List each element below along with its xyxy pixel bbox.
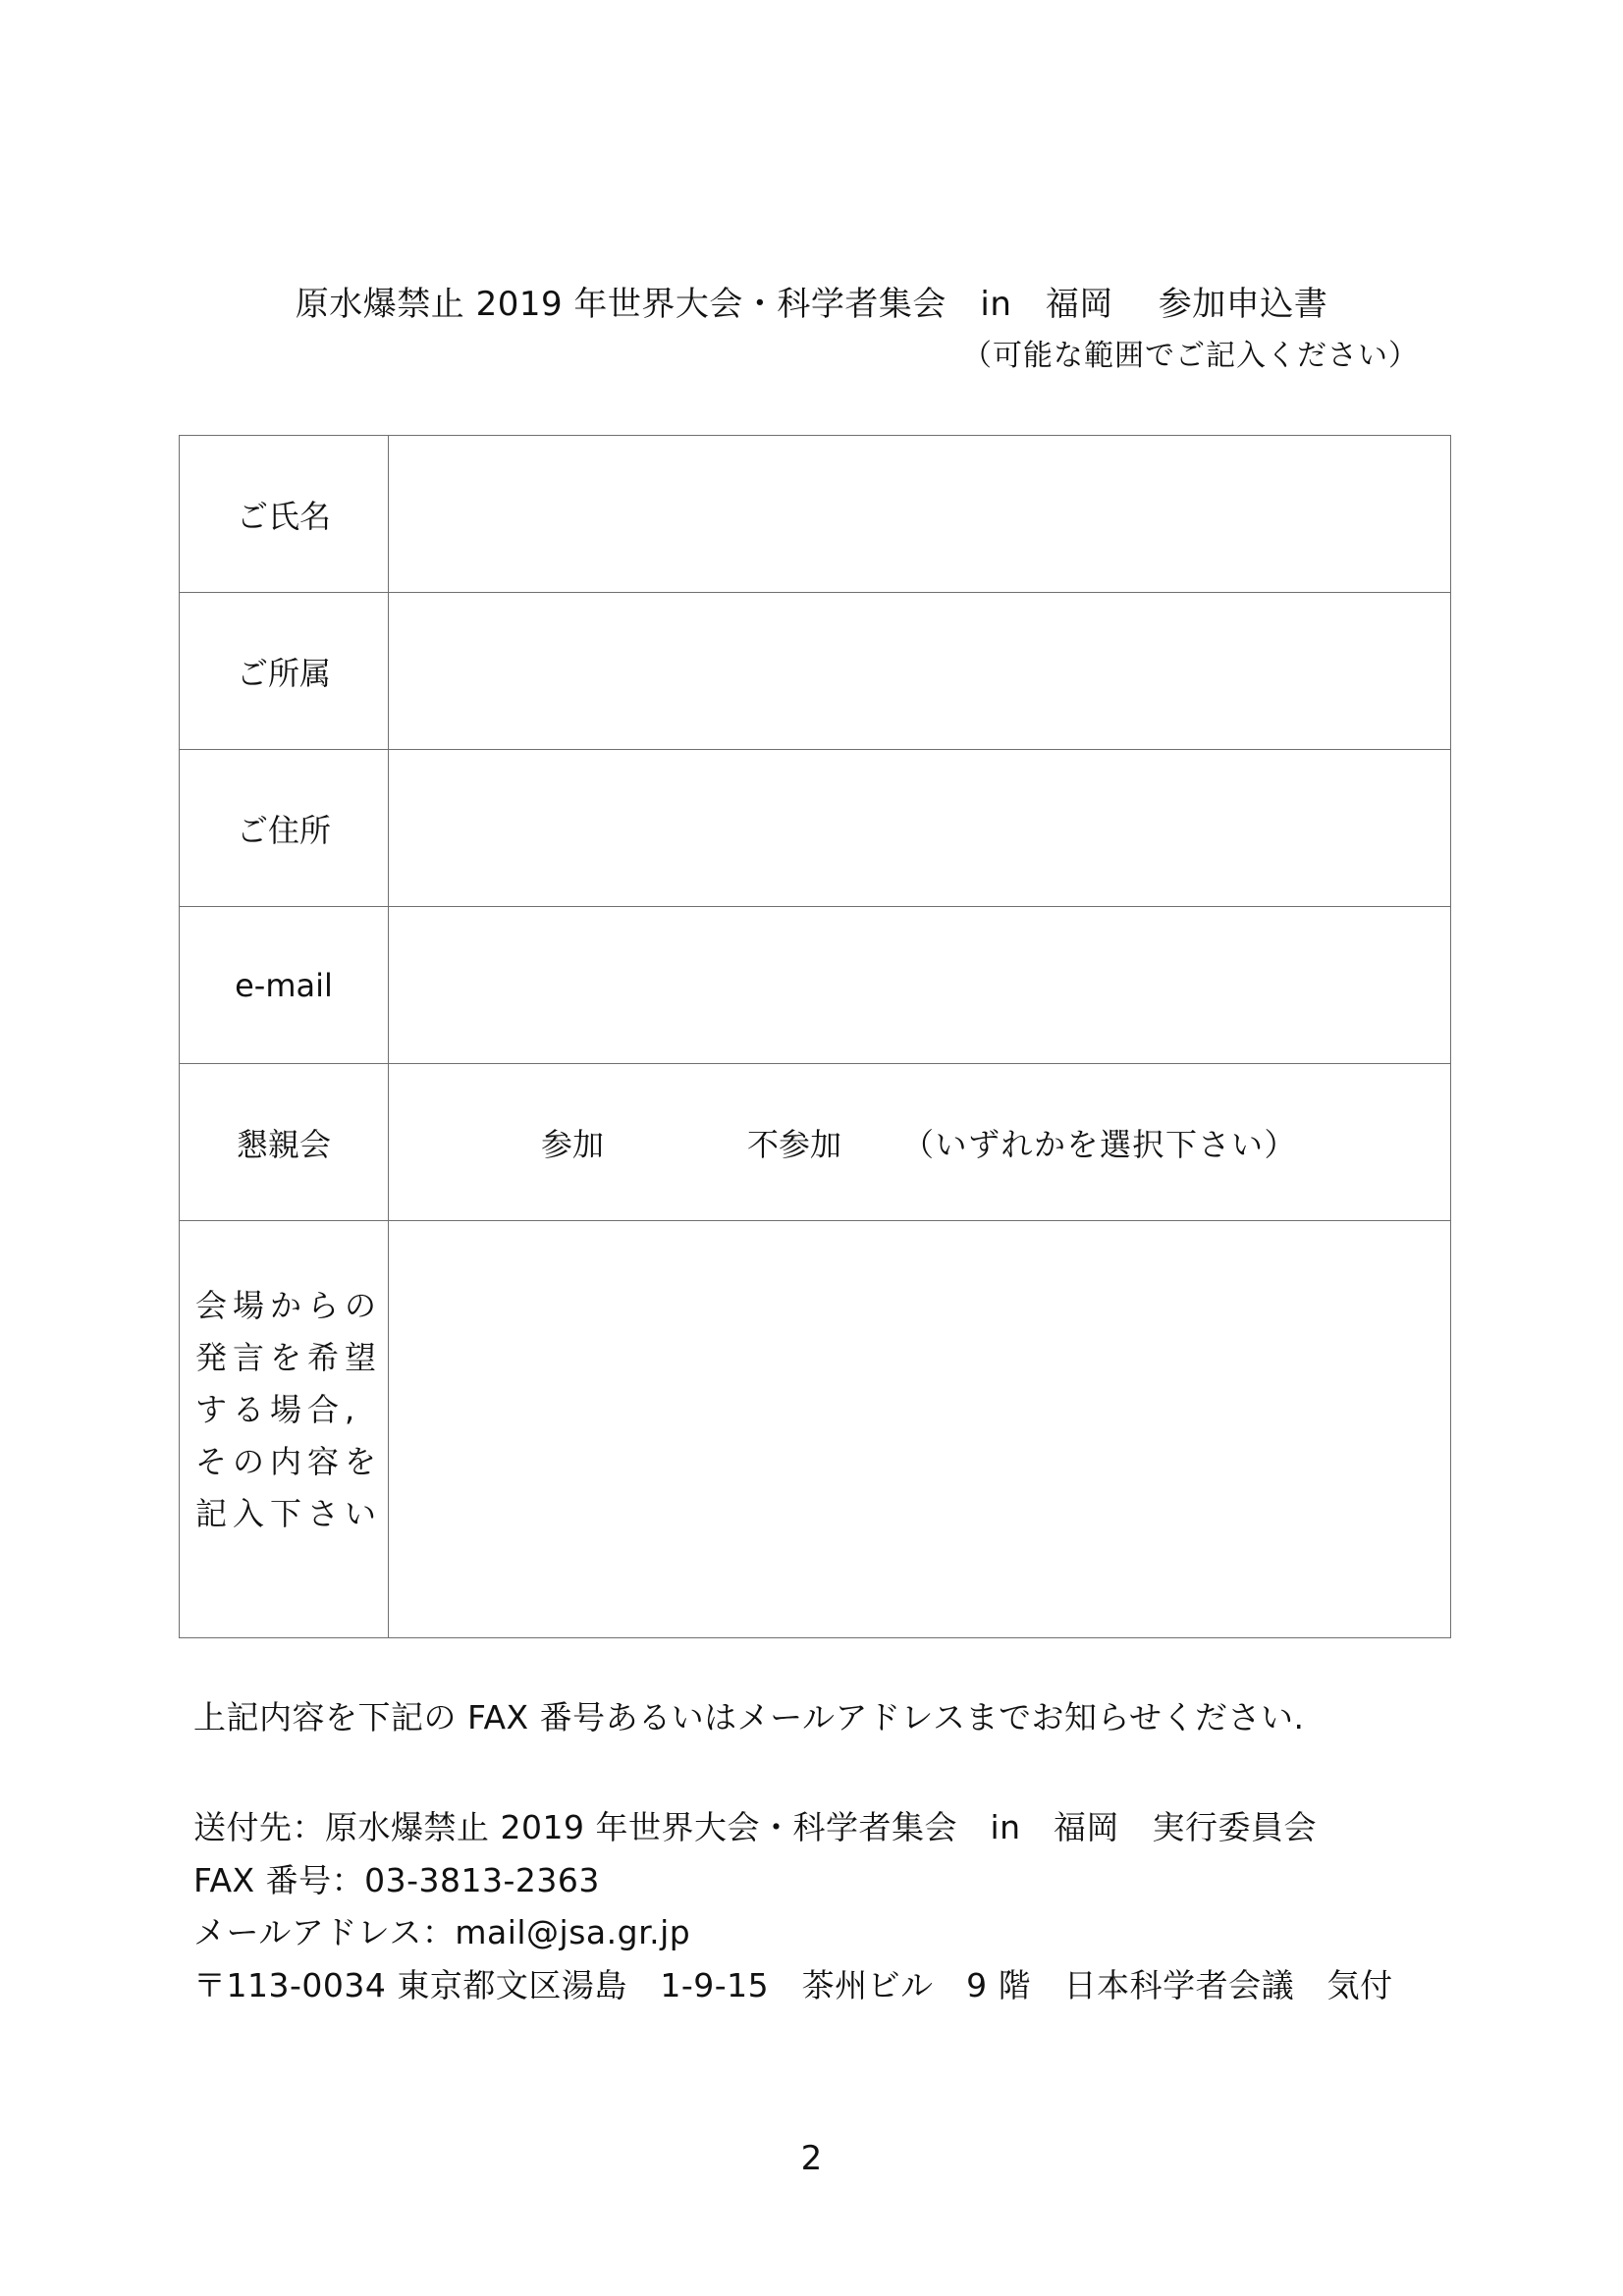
form-row-party <box>180 1064 1451 1221</box>
contact-recipient: 送付先：原水爆禁止 2019 年世界大会・科学者集会 in 福岡 実行委員会 <box>193 1808 1318 1846</box>
speech-label-line: 記入下さい <box>195 1495 383 1532</box>
name-field[interactable] <box>389 436 1451 593</box>
party-selection-note: （いずれかを選択下さい） <box>902 1125 1298 1163</box>
speech-label-line: 会場からの <box>195 1287 383 1324</box>
form-row-address <box>180 750 1451 907</box>
speech-label-line: 発言を希望 <box>195 1339 383 1376</box>
submission-instruction: 上記内容を下記の FAX 番号あるいはメールアドレスまでお知らせください. <box>193 1698 1305 1736</box>
contact-fax: FAX 番号：03-3813-2363 <box>193 1860 600 1899</box>
party-label: 懇親会 <box>180 1064 389 1221</box>
party-option-attend[interactable]: 参加 <box>541 1125 605 1163</box>
application-form-table <box>179 435 1451 1638</box>
form-row-email <box>180 907 1451 1064</box>
party-options <box>389 1064 1451 1221</box>
contact-block <box>193 1801 1393 2011</box>
speech-content-field[interactable] <box>389 1221 1451 1638</box>
form-row-affiliation <box>180 593 1451 750</box>
page-number: 2 <box>800 2139 823 2178</box>
party-option-absent[interactable]: 不参加 <box>747 1125 842 1163</box>
name-label: ご氏名 <box>180 436 389 593</box>
form-title: 原水爆禁止 2019 年世界大会・科学者集会 in 福岡 参加申込書 <box>295 285 1328 324</box>
form-row-speech <box>180 1221 1451 1638</box>
form-row-name <box>180 436 1451 593</box>
speech-label <box>180 1221 389 1638</box>
speech-label-line: する場合, <box>195 1391 361 1428</box>
form-subtitle: （可能な範囲でご記入ください） <box>962 339 1419 373</box>
affiliation-field[interactable] <box>389 593 1451 750</box>
address-label: ご住所 <box>180 750 389 907</box>
address-field[interactable] <box>389 750 1451 907</box>
affiliation-label: ご所属 <box>180 593 389 750</box>
contact-address: 〒113-0034 東京都文区湯島 1-9-15 茶州ビル 9 階 日本科学者会議 気付 <box>193 1965 1393 2004</box>
email-field[interactable] <box>389 907 1451 1064</box>
speech-label-line: その内容を <box>195 1443 383 1480</box>
contact-email: メールアドレス：mail@jsa.gr.jp <box>193 1913 691 1951</box>
email-label: e-mail <box>180 907 389 1064</box>
